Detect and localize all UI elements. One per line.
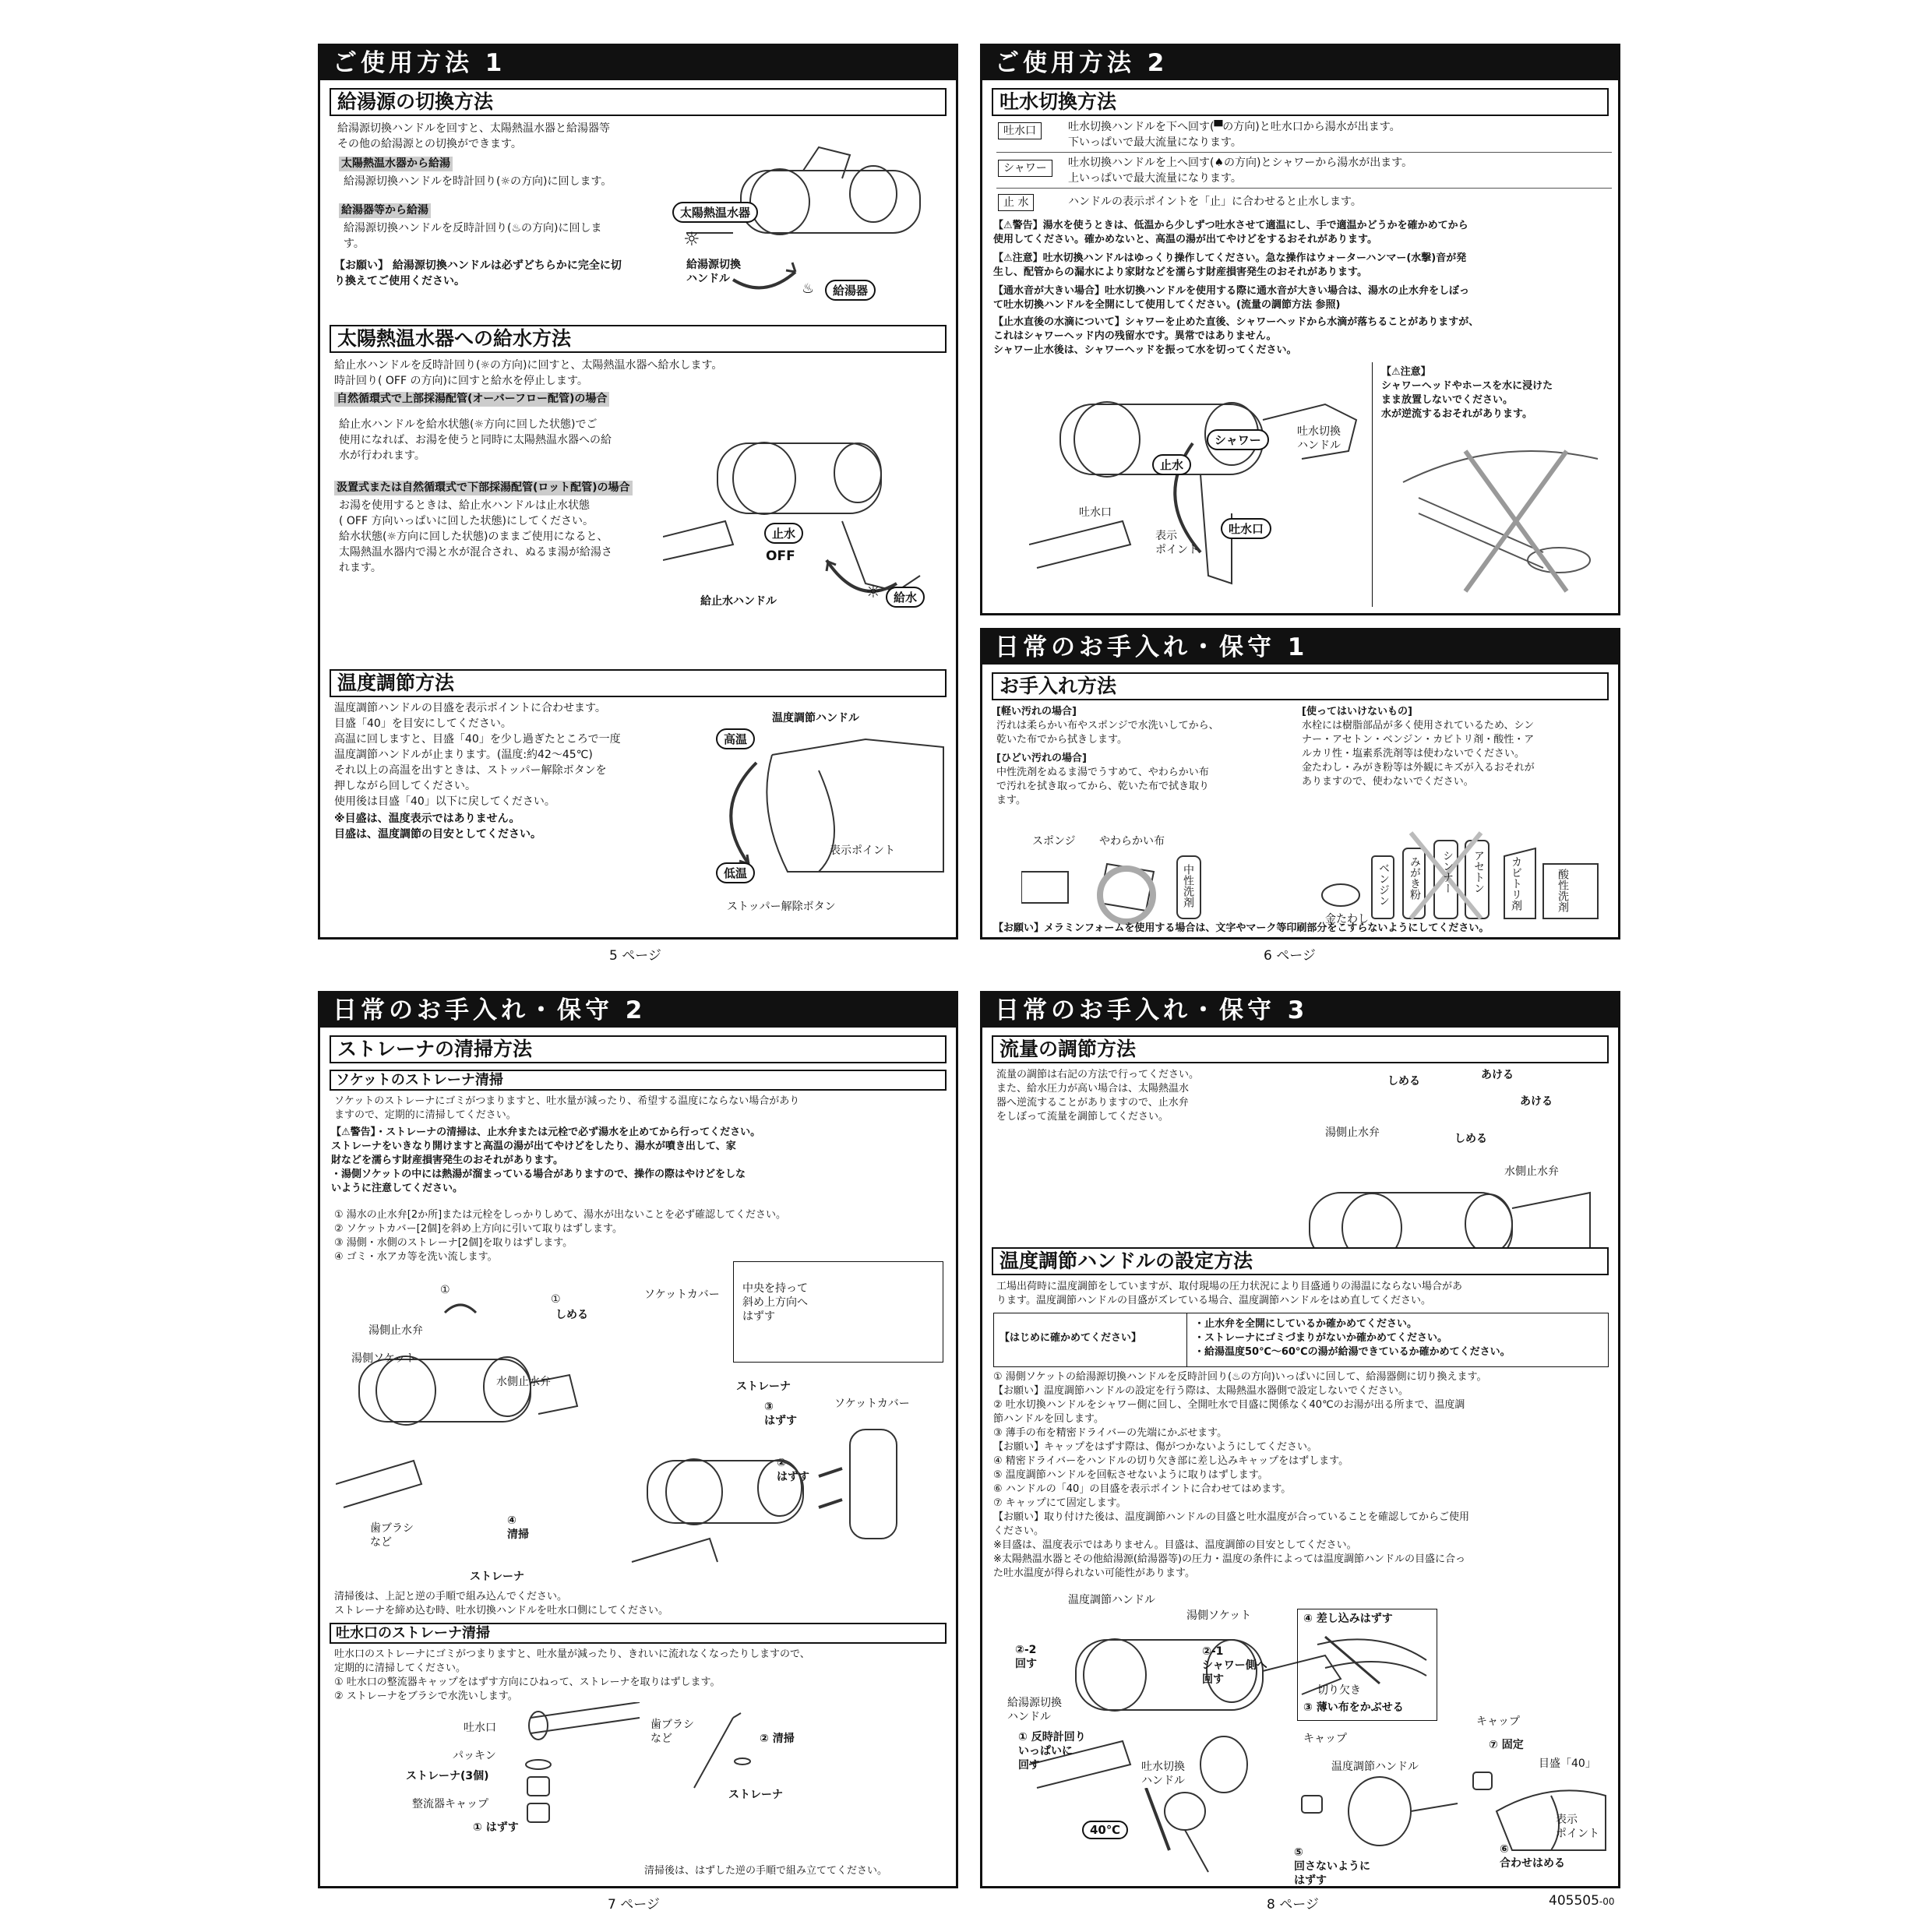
label-remove-2: ② はずす — [777, 1457, 809, 1483]
label-hot-valve: 湯側止水弁 — [1325, 1126, 1380, 1139]
section-heading-temperature: 温度調節方法 — [330, 669, 947, 697]
prohibited-text: 水栓には樹脂部品が多く使用されているため、シン ナー・アセトン・ベンジン・カビトリ剤・酸性・ア ルカリ性・塩素系洗剤等は使わないでください。 金たわし・みがき粉等は外観にキズが入るおそれが ありますので、使わないでください。 — [1302, 720, 1535, 788]
page-number-6: 6 ページ — [1264, 948, 1316, 964]
label-remove-spout: ① はずす — [473, 1821, 519, 1834]
label-close: しめる — [1387, 1075, 1420, 1088]
solar-water-supply-intro: 給止水ハンドルを反時計回り(☼の方向)に回すと、太陽熱温水器へ給水します。 時計回り( OFF の方向)に回すと給水を停止します。 — [334, 359, 723, 387]
section-heading-temp-setting: 温度調節ハンドルの設定方法 — [992, 1247, 1609, 1275]
spout-switch-figure — [1029, 373, 1364, 607]
subheading-spout-strainer: 吐水口のストレーナ清掃 — [330, 1623, 947, 1644]
temperature-note: ※目盛は、温度表示ではありません。 目盛は、温度調節の目安としてください。 — [334, 813, 541, 841]
temp-setting-steps: ① 湯側ソケットの給湯源切換ハンドルを反時計回り(♨の方向)いっぱいに回して、給湯器側に切り換えます。 【お願い】温度調節ハンドルの設定を行う際は、太陽熱温水器側で設定しないでください。 ② 吐水切換ハンドルをシャワー側に回し、全開吐水で目盛に関係なく40℃のお湯が出る所まで、温度調 節ハンドルを回します。 ③ 薄手の布を精密ドライバーの先端にかぶせます。 【お願い】キャップをはずす際は、傷がつかないようにしてください。 ④ 精密ドライバーをハンドルの切り欠き部に差し込みキャップをはずします。 ⑤ 温度調節ハンドルを回転させないように取りはずします。 ⑥ ハンドルの「40」の目盛を表示ポイントに合わせてはめます。 ⑦ キャップにて固定します。 【お願い】取り付けた後は、温度調節ハンドルの目盛と吐水温度が合っていることを確認してからご使用 ください。 ※目盛は、温度表示ではありません。目盛は、温度調節の目安としてください。 ※太陽熱温水器とその他給湯源(給湯器等)の圧力・温度の条件によっては温度調節ハンドルの目盛に合っ た吐水温度が得られない可能性があります。 — [993, 1371, 1487, 1579]
label-wash: ④ 清掃 — [507, 1514, 529, 1541]
warning-hot-water: 【⚠警告】湯水を使うときは、低温から少しずつ吐水させて適温にし、手で適温かどうかを確かめてから 使用してください。確かめないと、高温の湯が出てやけどをするおそれがあります。 — [993, 220, 1468, 245]
heavy-dirt-text: 中性洗剤をぬるま湯でうすめて、やわらかい布 で汚れを拭き取ってから、乾いた布で拭き取り ます。 — [996, 767, 1210, 806]
label-40c: 40℃ — [1082, 1821, 1128, 1839]
label-benzine — [1377, 862, 1391, 906]
label-indicator-point: 表示 ポイント — [1556, 1814, 1599, 1840]
label-mold-remover — [1509, 856, 1523, 911]
label-strainer-3pcs: ストレーナ(3個) — [406, 1770, 489, 1782]
socket-strainer-figure-left — [336, 1266, 585, 1515]
natural-circulation-text: 給止水ハンドルを給水状態(☼方向に回した状態)でご 使用になれば、お湯を使うと同時に太陽熱温水器への給 水が行われます。 — [339, 418, 612, 462]
check-items: ・止水弁を全開にしているか確かめてください。 ・ストレーナにゴミづまりがないか確かめてください。 ・給湯温度50℃〜60℃の湯が給湯できているか確かめてください。 — [1194, 1318, 1511, 1358]
label-step4: ④ 差し込みはずす — [1303, 1613, 1393, 1625]
label-temp-handle: 温度調節ハンドル — [772, 712, 859, 724]
label-step2-1: ②-1 シャワー側へ 回す — [1202, 1645, 1267, 1686]
cap-removal-figure — [1302, 1629, 1434, 1691]
label-source-handle: 給湯源切換 ハンドル — [1007, 1697, 1062, 1723]
callout-text: 中央を持って 斜め上方向へ はずす — [742, 1282, 808, 1323]
section-heading-care: お手入れ方法 — [992, 672, 1609, 700]
label-step2-2: ②-2 回す — [1015, 1644, 1037, 1670]
tag-solar-supply: 太陽熱温水器から給湯 — [339, 157, 453, 171]
divider — [1186, 1313, 1187, 1367]
label-step1b: ① — [551, 1293, 561, 1306]
page-6-top — [980, 44, 1620, 615]
label-steel-wool: 金たわし — [1325, 913, 1369, 925]
light-dirt-heading: [軽い汚れの場合] — [996, 706, 1077, 717]
document-code-suffix: -00 — [1599, 1896, 1615, 1907]
label-socket-cover: ソケットカバー — [644, 1289, 720, 1301]
sun-icon: ☼ — [866, 583, 881, 602]
label-spout: 吐水口 — [1079, 506, 1112, 519]
label-stop-water: 止水 — [764, 523, 803, 544]
hot-water-source-intro: 給湯源切換ハンドルを回すと、太陽熱温水器と給湯器等 その他の給湯源との切換ができます。 — [337, 122, 610, 150]
label-stopper-button: ストッパー解除ボタン — [727, 901, 836, 913]
label-indicator-point: 表示ポイント — [830, 844, 895, 857]
neutral-detergent-text: 中性洗剤 — [1182, 864, 1194, 908]
label-flow-cap: 整流器キャップ — [412, 1798, 488, 1810]
section-heading-flow: 流量の調節方法 — [992, 1035, 1609, 1063]
prohibited-heading: [使ってはいけないもの] — [1302, 706, 1412, 717]
socket-strainer-warning: 【⚠警告】・ストレーナの清掃は、止水弁または元栓で必ず湯水を止めてから行ってください。 ストレーナをいきなり開けますと高温の湯が出てやけどをしたり、湯水が噴き出して、家 財などを濡らす財産損害発生のおそれがあります。 ・湯側ソケットの中には熱湯が溜まっている場合がありますので、操作の際はやけどをしな いように注意してください。 — [331, 1126, 761, 1194]
thinner-text: シンナー — [1441, 850, 1454, 894]
label-shower: シャワー — [1207, 429, 1269, 450]
note-water-noise: 【通水音が大きい場合】吐水切換ハンドルを使用する際に通水音が大きい場合は、湯水の止水弁をしぼっ て吐水切換ハンドルを全開にして使用してください。(流量の調節方法 参照) — [993, 285, 1470, 311]
flow-body: 流量の調節は右記の方法で行ってください。 また、給水圧力が高い場合は、太陽熱温水 器へ逆流することがありますので、止水弁 をしぼって流量を調節してください。 — [996, 1069, 1200, 1123]
label-toothbrush: 歯ブラシ など — [370, 1522, 414, 1549]
page-5 — [318, 44, 958, 940]
label-indicator-point: 表示 ポイント — [1155, 530, 1199, 556]
label-remove-3: ③ はずす — [764, 1401, 797, 1427]
label-source-handle: 給湯源切換 ハンドル — [686, 259, 741, 285]
label-acid-detergent — [1556, 869, 1570, 912]
page-title: 日常のお手入れ・保守 1 — [982, 630, 1618, 665]
label-sponge: スポンジ — [1032, 835, 1076, 848]
spout-strainer-figure — [523, 1702, 647, 1835]
row-text-stop: ハンドルの表示ポイントを「止」に合わせると止水します。 — [1068, 196, 1362, 208]
label-stop: 止水 — [1152, 454, 1191, 475]
label-acetone — [1472, 850, 1486, 894]
label-open: あける — [1481, 1069, 1514, 1081]
benzine-text: ベンジン — [1377, 862, 1390, 906]
label-soft-cloth: やわらかい布 — [1099, 835, 1165, 848]
boiler-supply-text: 給湯源切換ハンドルを反時計回り(♨の方向)に回しま す。 — [344, 222, 602, 250]
mold-remover-text: カビトリ剤 — [1510, 856, 1522, 911]
page-6-bottom — [980, 628, 1620, 940]
socket-strainer-steps: ① 湯水の止水弁[2か所]または元栓をしっかりしめて、湯水が出ないことを必ず確認してください。 ② ソケットカバー[2個]を斜め上方向に引いて取りはずします。 ③ 湯側・水側のストレーナ[2個]を取りはずします。 ④ ゴミ・水アカ等を洗い流します。 — [334, 1209, 786, 1263]
label-water-supply: 給水 — [886, 587, 925, 608]
label-notch: 切り欠き — [1317, 1684, 1361, 1697]
label-spout-handle: 吐水切換 ハンドル — [1297, 425, 1341, 452]
pumped-type-text: お湯を使用するときは、給止水ハンドルは止水状態 ( OFF 方向いっぱいに回した状態)にしてください。 給水状態(☼方向に回した状態)のままご使用になると、 太陽熱温水器内で湯と水が混合され、ぬるま湯が給湯さ れます。 — [339, 499, 612, 574]
shower-head-figure — [1138, 1788, 1232, 1874]
sun-icon: ☼ — [683, 228, 700, 250]
page-8 — [980, 991, 1620, 1888]
label-neutral-detergent — [1183, 864, 1195, 908]
label-cold-valve: 水側止水弁 — [496, 1376, 551, 1388]
section-heading-strainer: ストレーナの清掃方法 — [330, 1035, 947, 1063]
heavy-dirt-heading: [ひどい汚れの場合] — [996, 753, 1087, 764]
row-text-shower: 吐水切換ハンドルを上へ回す(♠の方向)とシャワーから湯水が出ます。 上いっぱいで最大流量になります。 — [1068, 157, 1413, 185]
label-toothbrush-2: 歯ブラシ など — [650, 1719, 694, 1745]
spout-strainer-intro: 吐水口のストレーナにゴミがつまりますと、吐水量が減ったり、きれいに流れなくなったりしますので、 定期的に清掃してください。 ① 吐水口の整流器キャップをはずす方向にひねって、ストレーナを取りはずします。 ② ストレーナをブラシで水洗いします。 — [334, 1648, 810, 1702]
check-label: 【はじめに確かめてください】 — [999, 1332, 1142, 1344]
wash-text: 清掃 — [507, 1528, 529, 1541]
handle-detach-figure — [1294, 1772, 1465, 1850]
section-heading-spout-switch: 吐水切換方法 — [992, 88, 1609, 116]
section-heading-solar-water-supply: 太陽熱温水器への給水方法 — [330, 325, 947, 353]
label-cold-valve: 水側止水弁 — [1504, 1165, 1559, 1178]
label-spout-handle: 吐水切換 ハンドル — [1141, 1761, 1185, 1787]
row-label-spout: 吐水口 — [998, 122, 1042, 139]
label-step3: ③ 薄い布をかぶせる — [1303, 1701, 1404, 1714]
label-close-2: しめる — [1454, 1133, 1487, 1145]
page-number-8: 8 ページ — [1267, 1897, 1319, 1913]
row-text-spout: 吐水切換ハンドルを下へ回す(▀の方向)と吐水口から湯水が出ます。 下いっぱいで最大流量になります。 — [1068, 121, 1401, 149]
label-step1: ① — [440, 1284, 450, 1296]
divider — [1372, 362, 1373, 607]
label-close: しめる — [555, 1309, 588, 1321]
socket-strainer-figure-right — [616, 1383, 943, 1578]
page-title: 日常のお手入れ・保守 3 — [982, 993, 1618, 1028]
shower-in-water-figure — [1387, 435, 1606, 607]
row-label-stop: 止 水 — [998, 194, 1034, 211]
label-hot-socket: 湯側ソケット — [1186, 1609, 1252, 1622]
remove-text: はずす — [764, 1415, 797, 1427]
row-label-shower: シャワー — [998, 160, 1052, 177]
label-hot-socket: 湯側ソケット — [351, 1352, 417, 1365]
label-spout-bubble: 吐水口 — [1221, 518, 1271, 539]
label-socket-cover-2: ソケットカバー — [834, 1398, 910, 1410]
acid-detergent-text: 酸性洗剤 — [1557, 869, 1569, 912]
temperature-body: 温度調節ハンドルの目盛を表示ポイントに合わせます。 目盛「40」を目安にしてください。 高温に回しますと、目盛「40」を少し過ぎたところで一度 温度調節ハンドルが止まります。(温度:約42〜45℃) それ以上の高温を出すときは、ストッパー解除ボタンを 押しながら回してください。 使用後は目盛「40」以下に戻してください。 — [334, 702, 621, 808]
spout-strainer-end: 清掃後は、はずした逆の手順で組み立ててください。 — [644, 1865, 888, 1877]
label-supply-stop-handle: 給止水ハンドル — [700, 595, 777, 608]
label-scale-40: 目盛「40」 — [1539, 1757, 1596, 1770]
subheading-socket-strainer: ソケットのストレーナ清掃 — [330, 1070, 947, 1091]
label-thinner — [1440, 850, 1454, 894]
document-code — [1549, 1893, 1615, 1909]
socket-strainer-intro: ソケットのストレーナにゴミがつまりますと、吐水量が減ったり、希望する温度にならない場合があり ますので、定期的に清掃してください。 — [334, 1095, 800, 1121]
temp-setting-intro: 工場出荷時に温度調節をしていますが、取付現場の圧力状況により目盛通りの湯温にならない場合があ ります。温度調節ハンドルの目盛がズレている場合、温度調節ハンドルをはめ直してください。 — [996, 1281, 1463, 1306]
polish-text: みがき粉 — [1408, 856, 1421, 900]
brush-figure — [686, 1710, 756, 1796]
label-high-temp: 高温 — [716, 728, 755, 749]
request-switch-fully: 【お願い】 給湯源切換ハンドルは必ずどちらかに完全に切 り換えてご使用ください。 — [334, 259, 622, 287]
label-open-2: あける — [1520, 1095, 1553, 1108]
note-drip-after-stop: 【止水直後の水滴について】シャワーを止めた直後、シャワーヘッドから水滴が落ちることがありますが、 これはシャワーヘッド内の残留水です。異常ではありません。 シャワー止水後は、シャワーヘッドを振って水を切ってください。 — [993, 316, 1479, 356]
label-step7: ⑦ 固定 — [1489, 1739, 1524, 1751]
page-number-5: 5 ページ — [609, 948, 661, 964]
solar-supply-figure — [663, 412, 951, 615]
page-title: ご使用方法 2 — [982, 46, 1618, 80]
light-dirt-text: 汚れは柔らかい布やスポンジで水洗いしてから、 乾いた布でから拭きします。 — [996, 720, 1219, 746]
tag-boiler-supply: 給湯器等から給湯 — [339, 203, 431, 218]
caution-water-hammer: 【⚠注意】吐水切換ハンドルはゆっくり操作してください。急な操作はウォーターハンマー(水撃)音が発 生し、配管からの漏水により家財などを濡らす財産損害発生のおそれがあります。 — [993, 252, 1467, 278]
label-hot-valve: 湯側止水弁 — [368, 1324, 423, 1337]
divider — [996, 152, 1612, 153]
remove-text-2: はずす — [777, 1471, 809, 1483]
label-low-temp: 低温 — [716, 862, 755, 883]
label-cap: キャップ — [1303, 1733, 1347, 1745]
tag-pumped-type: 汲置式または自然循環式で下部採湯配管(ロット配管)の場合 — [334, 481, 633, 495]
page-number-7: 7 ページ — [608, 1897, 660, 1913]
label-polishing-powder — [1408, 856, 1422, 900]
label-solar-heater: 太陽熱温水器 — [672, 202, 758, 223]
label-wash-2: ② 清掃 — [760, 1733, 795, 1745]
divider — [996, 188, 1612, 189]
label-spout: 吐水口 — [464, 1722, 496, 1734]
tag-natural-circulation: 自然循環式で上部採湯配管(オーバーフロー配管)の場合 — [334, 392, 609, 407]
label-strainer-spout: ストレーナ — [728, 1789, 783, 1801]
label-off: OFF — [766, 548, 795, 564]
side-caution-backflow: 【⚠注意】 シャワーヘッドやホースを水に浸けた まま放置しないでください。 水が逆流するおそれがあります。 — [1381, 366, 1553, 420]
label-packing: パッキン — [453, 1750, 496, 1762]
label-temp-handle: 温度調節ハンドル — [1068, 1594, 1155, 1606]
page-title: ご使用方法 1 — [320, 46, 956, 80]
acetone-text: アセトン — [1472, 850, 1485, 894]
solar-supply-text: 給湯源切換ハンドルを時計回り(☼の方向)に回します。 — [344, 175, 612, 188]
strainer-after-text: 清掃後は、上記と逆の手順で組み込んでください。 ストレーナを締め込む時、吐水切換ハンドルを吐水口側にしてください。 — [334, 1591, 669, 1616]
label-step5: ⑤ 回さないように はずす — [1294, 1846, 1370, 1887]
label-strainer: ストレーナ — [470, 1571, 524, 1583]
page-title: 日常のお手入れ・保守 2 — [320, 993, 956, 1028]
label-cap-2: キャップ — [1476, 1715, 1520, 1728]
label-step6: ⑥ 合わせはめる — [1500, 1843, 1565, 1870]
page-7 — [318, 991, 958, 1888]
document-code-main: 405505 — [1549, 1893, 1599, 1909]
label-strainer-2: ストレーナ — [736, 1380, 791, 1393]
section-heading-hot-water-source: 給湯源の切換方法 — [330, 88, 947, 116]
label-step1: ① 反時計回り いっぱいに 回す — [1018, 1731, 1086, 1772]
label-boiler: 給湯器 — [825, 280, 876, 301]
boiler-icon: ♨ — [802, 280, 815, 297]
label-temp-handle-2: 温度調節ハンドル — [1331, 1761, 1419, 1773]
request-melamine-foam: 【お願い】メラミンフォームを使用する場合は、文字やマーク等印刷部分をこすらないようにしてください。 — [993, 922, 1490, 934]
